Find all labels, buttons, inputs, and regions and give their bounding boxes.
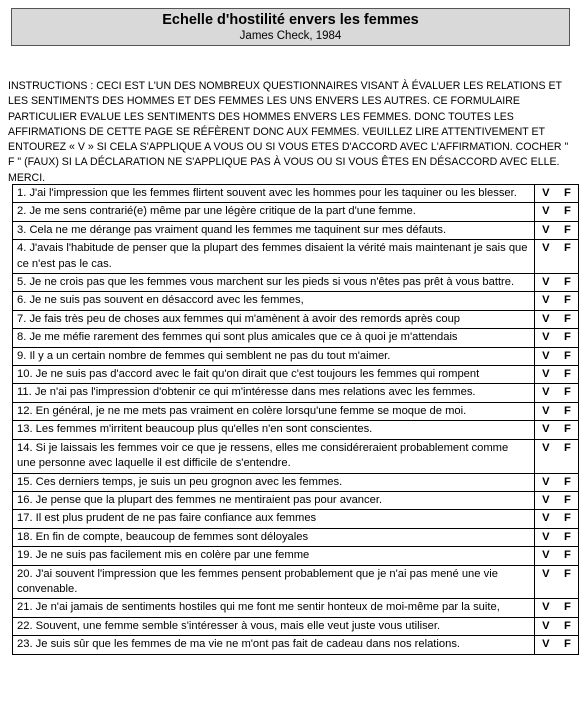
answer-false-option[interactable]: F [563,223,571,236]
statement-text: 17. Il est plus prudent de ne pas faire confiance aux femmes [13,510,535,528]
answer-false-option[interactable]: F [563,567,571,580]
answer-false-option[interactable]: F [563,312,571,325]
answer-false-option[interactable]: F [563,512,571,525]
statement-text: 7. Je fais très peu de choses aux femmes qui m'amènent à avoir des remords après coup [13,310,535,328]
questionnaire-row [13,185,579,203]
answer-false-option[interactable]: F [563,619,571,632]
questionnaire-row [13,402,579,420]
answer-true-option[interactable]: V [542,205,550,218]
answer-cell [534,274,578,292]
answer-true-option[interactable]: V [542,187,550,199]
answer-false-option[interactable]: F [563,386,571,399]
answer-cell [534,617,578,635]
questionnaire-row [13,547,579,565]
answer-cell [534,240,578,274]
statement-text: 20. J'ai souvent l'impression que les femmes pensent probablement que je n'ai pas mené une vie convenable. [13,565,535,599]
statement-text: 16. Je pense que la plupart des femmes ne mentiraient pas pour avancer. [13,491,535,509]
statement-text: 12. En général, je ne me mets pas vraiment en colère lorsqu'une femme se moque de moi. [13,402,535,420]
statement-text: 11. Je n'ai pas l'impression d'obtenir ce qui m'intéresse dans mes relations avec les femmes. [13,384,535,402]
questionnaire-row [13,473,579,491]
statement-text: 10. Je ne suis pas d'accord avec le fait qu'on dirait que c'est toujours les femmes qui rompent [13,366,535,384]
answer-cell [534,439,578,473]
answer-false-option[interactable]: F [563,441,571,454]
statement-text: 4. J'avais l'habitude de penser que la plupart des femmes disaient la vérité mais maintenant je sais que ce n'est pas le cas. [13,240,535,274]
questionnaire-row [13,491,579,509]
answer-cell [534,185,578,203]
answer-false-option[interactable]: F [563,349,571,362]
title-banner [11,8,570,46]
answer-cell [534,528,578,546]
answer-false-option[interactable]: F [563,187,571,199]
questionnaire-row [13,439,579,473]
answer-true-option[interactable]: V [542,368,550,381]
answer-true-option[interactable]: V [542,423,550,436]
answer-false-option[interactable]: F [563,242,571,255]
statement-text: 19. Je ne suis pas facilement mis en colère par une femme [13,547,535,565]
answer-cell [534,203,578,221]
answer-true-option[interactable]: V [542,601,550,614]
answer-true-option[interactable]: V [542,386,550,399]
answer-true-option[interactable]: V [542,312,550,325]
answer-cell [534,221,578,239]
answer-false-option[interactable]: F [563,331,571,344]
answer-cell [534,599,578,617]
answer-false-option[interactable]: F [563,530,571,543]
statement-text: 3. Cela ne me dérange pas vraiment quand les femmes me taquinent sur mes défauts. [13,221,535,239]
answer-cell [534,547,578,565]
answer-false-option[interactable]: F [563,638,571,651]
questionnaire-row [13,203,579,221]
answer-false-option[interactable]: F [563,294,571,307]
answer-false-option[interactable]: F [563,475,571,488]
answer-true-option[interactable]: V [542,441,550,454]
answer-true-option[interactable]: V [542,276,550,289]
questionnaire-row [13,274,579,292]
answer-true-option[interactable]: V [542,475,550,488]
answer-false-option[interactable]: F [563,276,571,289]
answer-cell [534,421,578,439]
instructions-text: INSTRUCTIONS : CECI EST L'UN DES NOMBREUX QUESTIONNAIRES VISANT À ÉVALUER LES RELATIONS ET LES SENTIMENTS DES HOMMES ET DES FEMMES LES UNS ENVERS LES AUTRES. CE FORMULAIRE PARTICULIER EVALUE LES SENTIMENTS DES HOMMES ENVERS LES FEMMES. DONC TOUTES LES AFFIRMATIONS DE CETTE PAGE SE RÉFÈRENT DONC AUX FEMMES. VEUILLEZ LIRE ATTENTIVEMENT ET ENTOUREZ « V » SI CELA S'APPLIQUE A VOUS OU SI VOUS ETES D'ACCORD AVEC L'AFFIRMATION. COCHER " F " (FAUX) SI LA DÉCLARATION NE S'APPLIQUE PAS À VOUS OU SI VOUS ÊTES EN DÉSACCORD AVEC ELLE. MERCI. [8,80,569,184]
document-subtitle: James Check, 1984 [239,30,342,42]
answer-true-option[interactable]: V [542,242,550,255]
statement-text: 15. Ces derniers temps, je suis un peu grognon avec les femmes. [13,473,535,491]
questionnaire-row [13,384,579,402]
document-title: Echelle d'hostilité envers les femmes [162,12,419,28]
answer-true-option[interactable]: V [542,530,550,543]
questionnaire-row [13,366,579,384]
questionnaire-row [13,510,579,528]
statement-text: 13. Les femmes m'irritent beaucoup plus qu'elles n'en sont conscientes. [13,421,535,439]
statement-text: 6. Je ne suis pas souvent en désaccord avec les femmes, [13,292,535,310]
answer-cell [534,491,578,509]
answer-false-option[interactable]: F [563,601,571,614]
statement-text: 18. En fin de compte, beaucoup de femmes sont déloyales [13,528,535,546]
questionnaire-row [13,599,579,617]
questionnaire-row [13,565,579,599]
answer-cell [534,473,578,491]
answer-true-option[interactable]: V [542,638,550,651]
questionnaire-row [13,329,579,347]
questionnaire-row [13,292,579,310]
answer-true-option[interactable]: V [542,404,550,417]
answer-false-option[interactable]: F [563,205,571,218]
statement-text: 5. Je ne crois pas que les femmes vous marchent sur les pieds si vous n'êtes pas prêt à vous battre. [13,274,535,292]
answer-false-option[interactable]: F [563,404,571,417]
questionnaire-row [13,221,579,239]
answer-false-option[interactable]: F [563,423,571,436]
answer-true-option[interactable]: V [542,294,550,307]
statement-text: 1. J'ai l'impression que les femmes flirtent souvent avec les hommes pour les taquiner ou les blesser. [13,185,535,203]
questionnaire-row [13,617,579,635]
statement-text: 2. Je me sens contrarié(e) même par une légère critique de la part d'une femme. [13,203,535,221]
answer-true-option[interactable]: V [542,349,550,362]
questionnaire-table [12,184,579,655]
answer-true-option[interactable]: V [542,567,550,580]
questionnaire-row [13,240,579,274]
statement-text: 9. Il y a un certain nombre de femmes qui semblent ne pas du tout m'aimer. [13,347,535,365]
questionnaire-row [13,421,579,439]
answer-true-option[interactable]: V [542,619,550,632]
answer-cell [534,636,578,654]
answer-cell [534,329,578,347]
statement-text: 23. Je suis sûr que les femmes de ma vie ne m'ont pas fait de cadeau dans nos relations. [13,636,535,654]
answer-false-option[interactable]: F [563,368,571,381]
answer-cell [534,510,578,528]
answer-cell [534,366,578,384]
questionnaire-row [13,310,579,328]
answer-true-option[interactable]: V [542,549,550,562]
answer-true-option[interactable]: V [542,512,550,525]
questionnaire-row [13,347,579,365]
answer-false-option[interactable]: F [563,493,571,506]
answer-cell [534,565,578,599]
answer-cell [534,402,578,420]
statement-text: 8. Je me méfie rarement des femmes qui sont plus amicales que ce à quoi je m'attendais [13,329,535,347]
answer-false-option[interactable]: F [563,549,571,562]
answer-true-option[interactable]: V [542,223,550,236]
answer-cell [534,292,578,310]
answer-cell [534,384,578,402]
questionnaire-row [13,636,579,654]
answer-true-option[interactable]: V [542,493,550,506]
answer-cell [534,347,578,365]
statement-text: 14. Si je laissais les femmes voir ce que je ressens, elles me considéreraient probablement comme une personne avec laquelle il est difficile de s'entendre. [13,439,535,473]
answer-true-option[interactable]: V [542,331,550,344]
statement-text: 21. Je n'ai jamais de sentiments hostiles qui me font me sentir honteux de moi-même par la suite, [13,599,535,617]
answer-cell [534,310,578,328]
questionnaire-row [13,528,579,546]
statement-text: 22. Souvent, une femme semble s'intéresser à vous, mais elle veut juste vous utiliser. [13,617,535,635]
